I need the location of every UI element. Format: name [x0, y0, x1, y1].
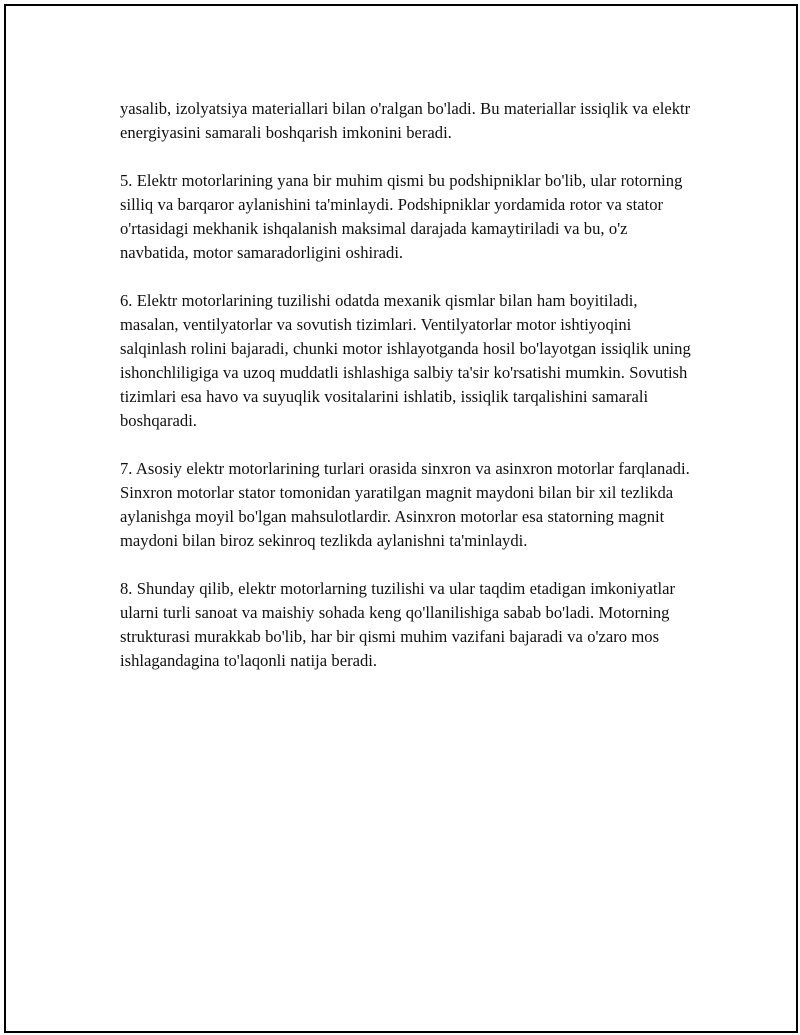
- document-body: [120, 97, 695, 697]
- paragraph-7: 7. Asosiy elektr motorlarining turlari orasida sinxron va asinxron motorlar farqlanadi. Sinxron motorlar stator tomonidan yaratilgan magnit maydoni bilan bir xil tezlikda aylanishga moyil bo'lgan mahsulotlardir. Asinxron motorlar esa statorning magnit maydoni bilan biroz sekinroq tezlikda aylanishni ta'minlaydi.: [120, 459, 690, 550]
- paragraph-continuation: yasalib, izolyatsiya materiallari bilan o'ralgan bo'ladi. Bu materiallar issiqlik va elektr energiyasini samarali boshqarish imkonini beradi.: [120, 99, 691, 142]
- document-page: [4, 4, 798, 1033]
- paragraph-8: 8. Shunday qilib, elektr motorlarning tuzilishi va ular taqdim etadigan imkoniyatlar ularni turli sanoat va maishiy sohada keng qo'llanilishiga sabab bo'ladi. Motorning strukturasi murakkab bo'lib, har bir qismi muhim vazifani bajaradi va o'zaro mos ishlagandagina to'laqonli natija beradi.: [120, 579, 676, 670]
- paragraph-6: 6. Elektr motorlarining tuzilishi odatda mexanik qismlar bilan ham boyitiladi, masalan, ventilyatorlar va sovutish tizimlari. Ventilyatorlar motor ishtiyoqini salqinlash rolini bajaradi, chunki motor ishlayotganda hosil bo'layotgan issiqlik uning ishonchliligiga va uzoq muddatli ishlashiga salbiy ta'sir ko'rsatishi mumkin. Sovutish tizimlari esa havo va suyuqlik vositalarini ishlatib, issiqlik tarqalishini samarali boshqaradi.: [120, 291, 691, 430]
- paragraph-5: 5. Elektr motorlarining yana bir muhim qismi bu podshipniklar bo'lib, ular rotorning silliq va barqaror aylanishini ta'minlaydi. Podshipniklar yordamida rotor va stator o'rtasidagi mekhanik ishqalanish maksimal darajada kamaytiriladi va bu, o'z navbatida, motor samaradorligini oshiradi.: [120, 171, 683, 262]
